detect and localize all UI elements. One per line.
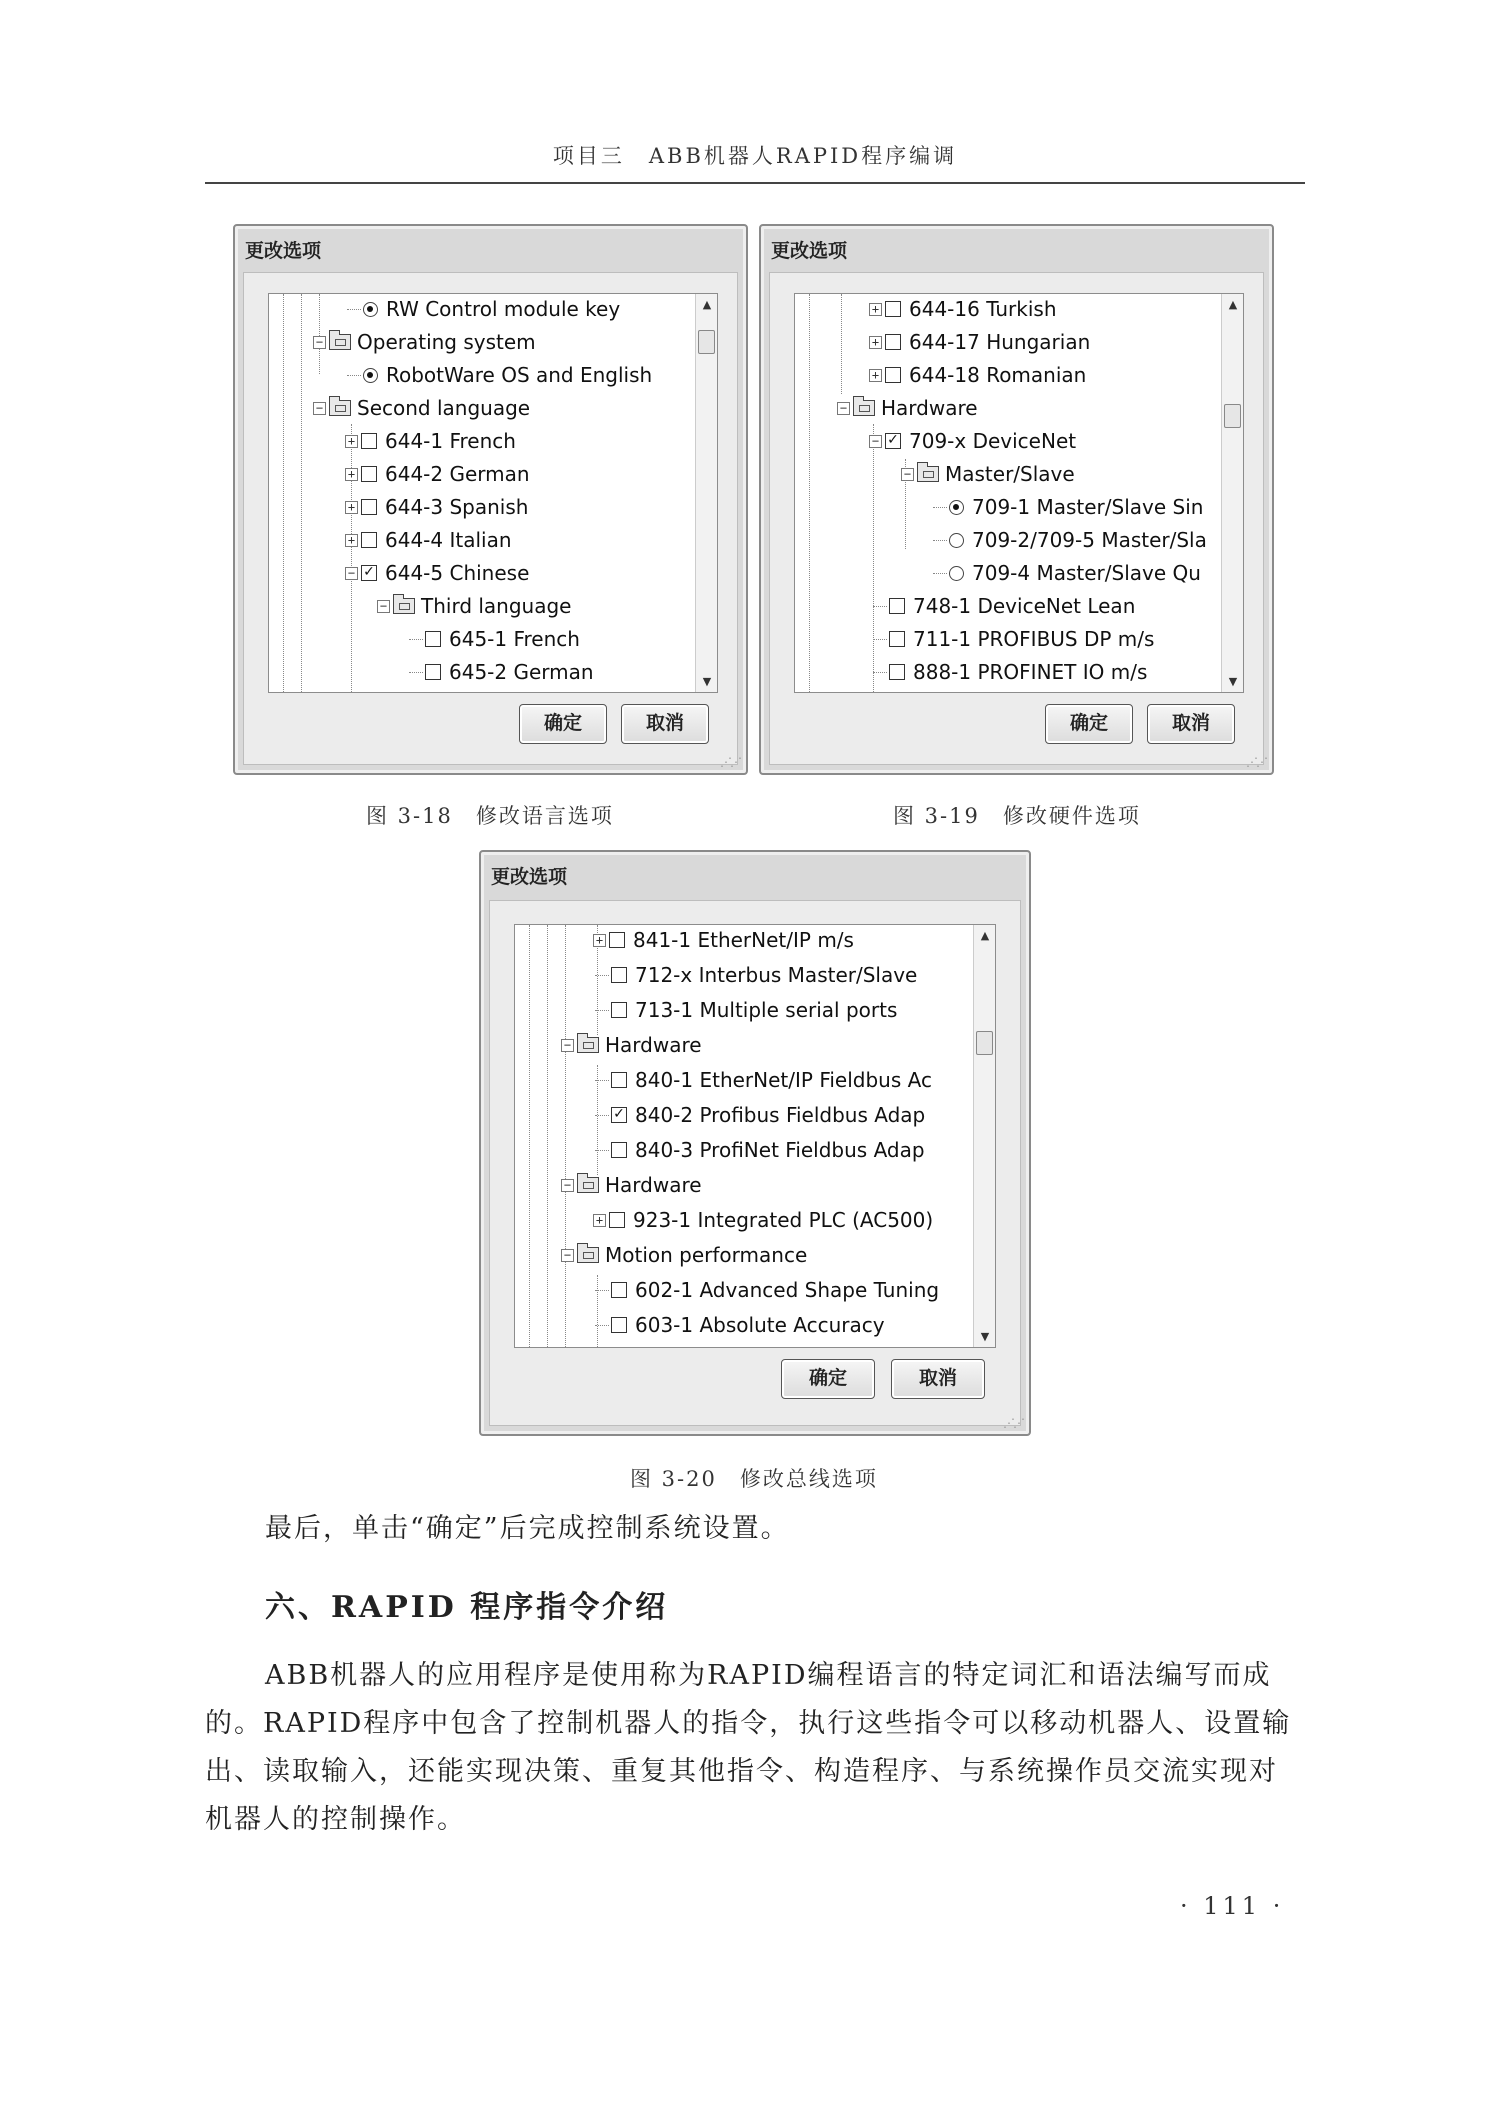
checkbox-icon[interactable] <box>611 1002 627 1018</box>
tree-item[interactable]: + 644-17 Hungarian <box>869 327 1090 357</box>
tree-item[interactable]: + 644-2 German <box>345 459 530 489</box>
options-tree[interactable] <box>514 924 996 1348</box>
checkbox-icon[interactable] <box>361 433 377 449</box>
change-options-dialog-language <box>233 224 748 775</box>
tree-item[interactable]: − Hardware <box>837 393 978 423</box>
checkbox-icon[interactable] <box>425 631 441 647</box>
tree-item[interactable]: RobotWare OS and English <box>347 360 652 390</box>
change-options-dialog-hardware <box>759 224 1274 775</box>
folder-icon <box>329 400 351 416</box>
checkbox-checked-icon[interactable]: ✓ <box>611 1107 627 1123</box>
tree-item[interactable]: 748-1 DeviceNet Lean <box>873 591 1135 621</box>
scroll-up-icon[interactable]: ▲ <box>702 298 712 311</box>
page-number: · 111 · <box>1180 1892 1285 1920</box>
tree-item[interactable]: − Second language <box>313 393 530 423</box>
options-tree[interactable] <box>268 293 718 693</box>
tree-item[interactable]: 645-2 German <box>409 657 594 687</box>
dialog-title: 更改选项 <box>491 866 568 888</box>
scroll-up-icon[interactable]: ▲ <box>1228 298 1238 311</box>
expand-icon[interactable]: + <box>869 369 882 382</box>
tree-scrollbar[interactable] <box>1221 294 1243 692</box>
resize-grip-icon[interactable]: ⋰⋰ <box>720 755 740 769</box>
tree-item[interactable]: − ✓ 644-5 Chinese <box>345 558 529 588</box>
expand-icon[interactable]: + <box>593 1214 606 1227</box>
collapse-icon[interactable]: − <box>561 1039 574 1052</box>
tree-item[interactable]: 840-3 ProfiNet Fieldbus Adap <box>595 1135 925 1165</box>
expand-icon[interactable]: + <box>869 336 882 349</box>
collapse-icon[interactable]: − <box>377 600 390 613</box>
checkbox-icon[interactable] <box>609 1212 625 1228</box>
collapse-icon[interactable]: − <box>837 402 850 415</box>
change-options-dialog-bus <box>479 850 1031 1436</box>
tree-item[interactable]: + 644-3 Spanish <box>345 492 528 522</box>
tree-item[interactable]: 840-1 EtherNet/IP Fieldbus Ac <box>595 1065 932 1095</box>
final-step-text: 最后，单击“确定”后完成控制系统设置。 <box>265 1513 790 1544</box>
folder-icon <box>917 466 939 482</box>
tree-item[interactable]: 713-1 Multiple serial ports <box>595 995 897 1025</box>
folder-icon <box>393 598 415 614</box>
cancel-button[interactable]: 取消 <box>621 704 709 744</box>
radio-selected-icon[interactable] <box>949 500 964 515</box>
figure-caption-3-19: 图 3-19 修改硬件选项 <box>893 804 1141 828</box>
tree-item[interactable]: − Operating system <box>313 327 536 357</box>
tree-item[interactable]: + 841-1 EtherNet/IP m/s <box>593 925 854 955</box>
figure-caption-3-18: 图 3-18 修改语言选项 <box>366 804 614 828</box>
checkbox-icon[interactable] <box>885 334 901 350</box>
checkbox-icon[interactable] <box>609 932 625 948</box>
checkbox-icon[interactable] <box>611 1317 627 1333</box>
tree-item[interactable]: 709-2/709-5 Master/Sla <box>933 525 1207 555</box>
radio-icon[interactable] <box>949 533 964 548</box>
tree-item[interactable]: − Master/Slave <box>901 459 1075 489</box>
cancel-button[interactable]: 取消 <box>891 1359 985 1399</box>
tree-item[interactable]: 645-1 French <box>409 624 580 654</box>
expand-icon[interactable]: + <box>345 468 358 481</box>
collapse-icon[interactable]: − <box>313 402 326 415</box>
tree-item[interactable]: + 644-18 Romanian <box>869 360 1086 390</box>
scroll-thumb[interactable] <box>1224 404 1241 428</box>
folder-icon <box>853 400 875 416</box>
ok-button[interactable]: 确定 <box>519 704 607 744</box>
checkbox-icon[interactable] <box>361 466 377 482</box>
checkbox-icon[interactable] <box>611 1282 627 1298</box>
body-paragraph: ABB机器人的应用程序是使用称为RAPID编程语言的特定词汇和语法编写而成的。RAPID程序中包含了控制机器人的指令，执行这些指令可以移动机器人、设置输出、读取输入，还能实现决策、重复其他指令、构造程序、与系统操作员交流实现对机器人的控制操作。 <box>205 1660 1292 1835</box>
tree-item[interactable]: 709-4 Master/Slave Qu <box>933 558 1201 588</box>
section-heading: 六、RAPID 程序指令介绍 <box>265 1590 669 1625</box>
tree-item[interactable]: − Motion performance <box>561 1240 807 1270</box>
dialog-title: 更改选项 <box>771 240 848 262</box>
scroll-thumb[interactable] <box>976 1031 993 1055</box>
tree-item[interactable]: RW Control module key <box>347 294 620 324</box>
expand-icon[interactable]: + <box>869 303 882 316</box>
tree-scrollbar[interactable] <box>973 925 995 1347</box>
scroll-down-icon[interactable]: ▼ <box>980 1330 990 1343</box>
expand-icon[interactable]: + <box>345 534 358 547</box>
tree-item[interactable]: + 644-4 Italian <box>345 525 512 555</box>
tree-item[interactable]: − Third language <box>377 591 572 621</box>
folder-icon <box>329 334 351 350</box>
checkbox-icon[interactable] <box>889 598 905 614</box>
radio-icon[interactable] <box>949 566 964 581</box>
tree-item[interactable]: 711-1 PROFIBUS DP m/s <box>873 624 1154 654</box>
checkbox-checked-icon[interactable]: ✓ <box>361 565 377 581</box>
tree-item[interactable]: − Hardware <box>561 1170 702 1200</box>
scroll-down-icon[interactable]: ▼ <box>1228 675 1238 688</box>
checkbox-icon[interactable] <box>611 1072 627 1088</box>
resize-grip-icon[interactable]: ⋰⋰ <box>1246 755 1266 769</box>
tree-item[interactable]: 602-1 Advanced Shape Tuning <box>595 1275 939 1305</box>
checkbox-icon[interactable] <box>889 631 905 647</box>
checkbox-checked-icon[interactable]: ✓ <box>885 433 901 449</box>
radio-selected-icon[interactable] <box>363 302 378 317</box>
checkbox-icon[interactable] <box>889 664 905 680</box>
checkbox-icon[interactable] <box>361 499 377 515</box>
scroll-thumb[interactable] <box>698 330 715 354</box>
tree-item[interactable]: − ✓ 709-x DeviceNet <box>869 426 1076 456</box>
tree-item[interactable]: + 644-16 Turkish <box>869 294 1057 324</box>
checkbox-icon[interactable] <box>885 301 901 317</box>
collapse-icon[interactable]: − <box>313 336 326 349</box>
checkbox-icon[interactable] <box>611 1142 627 1158</box>
tree-item[interactable]: + 644-1 French <box>345 426 516 456</box>
dialog-title: 更改选项 <box>245 240 322 262</box>
scroll-up-icon[interactable]: ▲ <box>980 929 990 942</box>
tree-item[interactable]: + 923-1 Integrated PLC (AC500) <box>593 1205 933 1235</box>
expand-icon[interactable]: + <box>345 501 358 514</box>
folder-icon <box>577 1247 599 1263</box>
collapse-icon[interactable]: − <box>345 567 358 580</box>
header-rule <box>205 182 1305 184</box>
scroll-down-icon[interactable]: ▼ <box>702 675 712 688</box>
checkbox-icon[interactable] <box>611 967 627 983</box>
collapse-icon[interactable]: − <box>901 468 914 481</box>
ok-button[interactable]: 确定 <box>781 1359 875 1399</box>
tree-item[interactable]: ✓ 840-2 Profibus Fieldbus Adap <box>595 1100 925 1130</box>
figure-caption-3-20: 图 3-20 修改总线选项 <box>630 1467 878 1491</box>
folder-icon <box>577 1177 599 1193</box>
collapse-icon[interactable]: − <box>561 1179 574 1192</box>
checkbox-icon[interactable] <box>361 532 377 548</box>
collapse-icon[interactable]: − <box>869 435 882 448</box>
collapse-icon[interactable]: − <box>561 1249 574 1262</box>
expand-icon[interactable]: + <box>593 934 606 947</box>
cancel-button[interactable]: 取消 <box>1147 704 1235 744</box>
running-header: 项目三 ABB机器人RAPID程序编调 <box>552 144 958 168</box>
checkbox-icon[interactable] <box>425 664 441 680</box>
checkbox-icon[interactable] <box>885 367 901 383</box>
tree-item[interactable]: − Hardware <box>561 1030 702 1060</box>
resize-grip-icon[interactable]: ⋰⋰ <box>1003 1416 1023 1430</box>
tree-item[interactable]: 888-1 PROFINET IO m/s <box>873 657 1147 687</box>
tree-item[interactable]: 712-x Interbus Master/Slave <box>595 960 917 990</box>
ok-button[interactable]: 确定 <box>1045 704 1133 744</box>
tree-item[interactable]: 709-1 Master/Slave Sin <box>933 492 1203 522</box>
tree-scrollbar[interactable] <box>695 294 717 692</box>
tree-item[interactable]: 603-1 Absolute Accuracy <box>595 1310 885 1340</box>
radio-selected-icon[interactable] <box>363 368 378 383</box>
expand-icon[interactable]: + <box>345 435 358 448</box>
folder-icon <box>577 1037 599 1053</box>
options-tree[interactable] <box>794 293 1244 693</box>
